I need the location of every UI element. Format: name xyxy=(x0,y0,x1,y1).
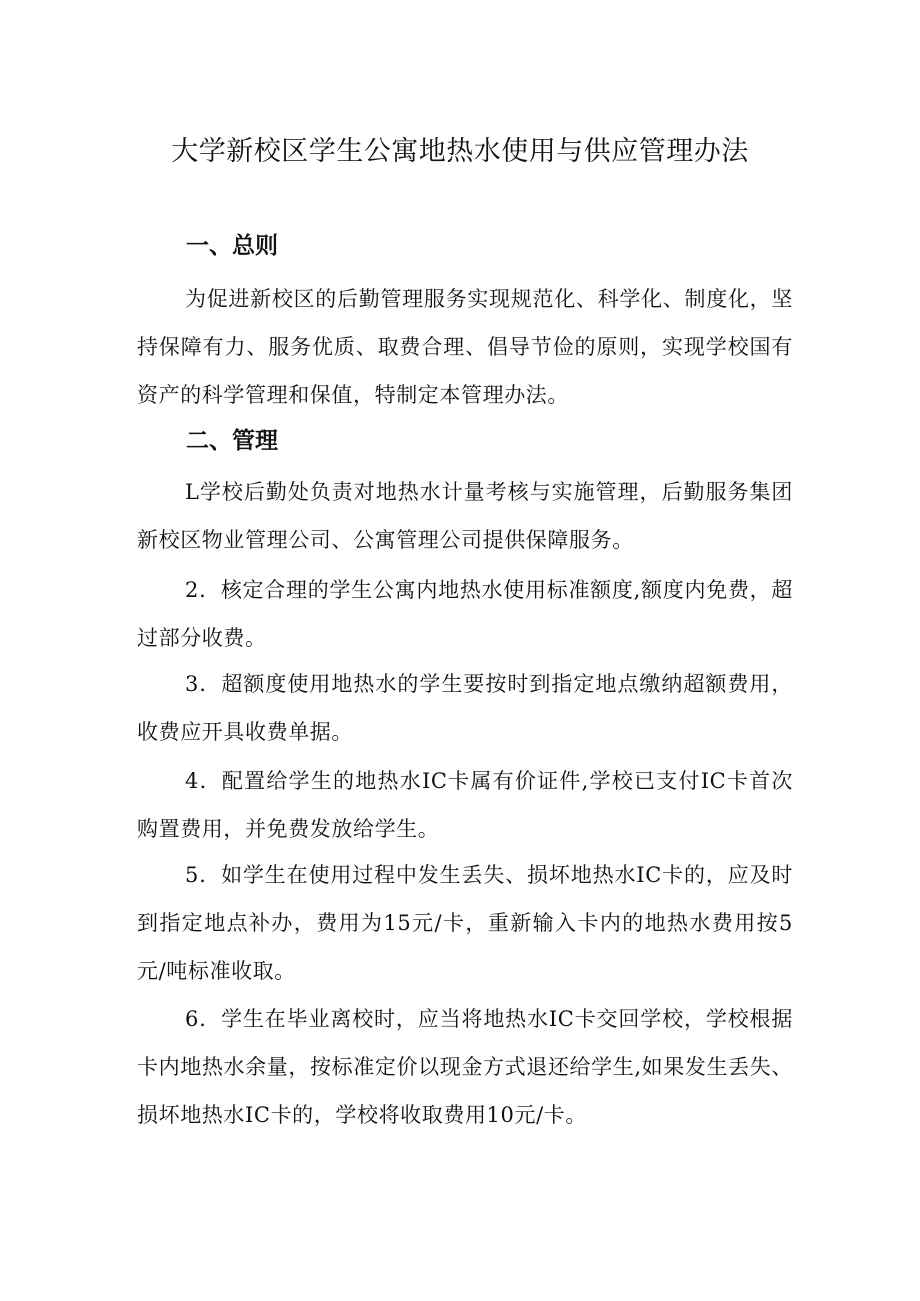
paragraph-management-4: 4．配置给学生的地热水IC卡属有价证件,学校已支付IC卡首次购置费用，并免费发放给学生。 xyxy=(137,769,793,841)
paragraph-management-1: L学校后勤处负责对地热水计量考核与实施管理，后勤服务集团新校区物业管理公司、公寓管理公司提供保障服务。 xyxy=(137,480,793,552)
section-heading-management: 二、管理 xyxy=(186,428,278,454)
paragraph-management-5: 5．如学生在使用过程中发生丢失、损坏地热水IC卡的，应及时到指定地点补办，费用为15元/卡，重新输入卡内的地热水费用按5元/吨标准收取。 xyxy=(137,863,793,983)
paragraph-general-principles: 为促进新校区的后勤管理服务实现规范化、科学化、制度化，坚持保障有力、服务优质、取费合理、倡导节俭的原则，实现学校国有资产的科学管理和保值，特制定本管理办法。 xyxy=(137,287,793,407)
paragraph-management-2: 2．核定合理的学生公寓内地热水使用标准额度,额度内免费，超过部分收费。 xyxy=(137,578,793,650)
section-heading-general: 一、总则 xyxy=(186,233,278,259)
paragraph-management-6: 6．学生在毕业离校时，应当将地热水IC卡交回学校，学校根据卡内地热水余量，按标准定价以现金方式退还给学生,如果发生丢失、损坏地热水IC卡的，学校将收取费用10元/卡。 xyxy=(137,1007,793,1127)
document-title: 大学新校区学生公寓地热水使用与供应管理办法 xyxy=(171,136,749,167)
paragraph-management-3: 3．超额度使用地热水的学生要按时到指定地点缴纳超额费用，收费应开具收费单据。 xyxy=(137,672,793,744)
